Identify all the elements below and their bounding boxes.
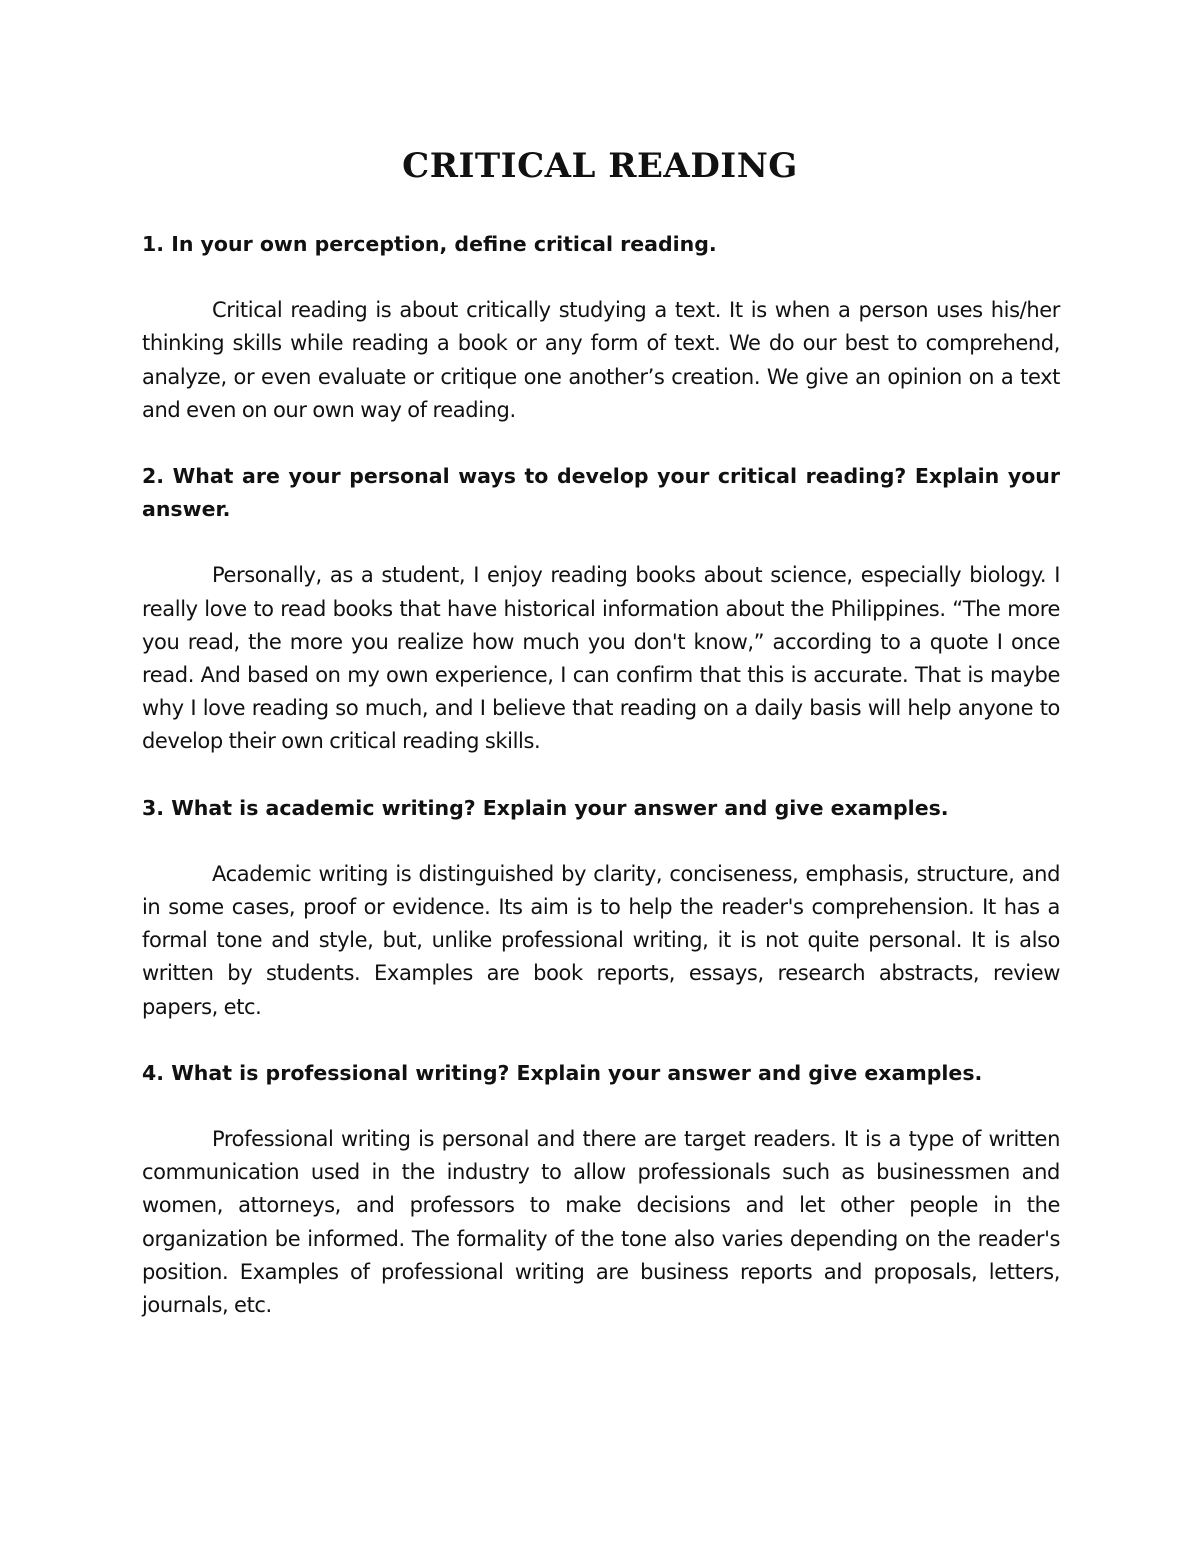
answer-1: Critical reading is about critically studying a text. It is when a person uses his/her thinking skills while reading a book or any form of text. We do our best to comprehend, analyze, or even evaluate or critique one another’s creation. We give an opinion on a text and even on our own way of reading.	[142, 298, 1060, 422]
answer-2: Personally, as a student, I enjoy reading books about science, especially biology. I really love to read books that have historical information about the Philippines. “The more you read, the more you realize how much you don't know,” according to a quote I once read. And based on my own experience, I can confirm that this is accurate. That is maybe why I love reading so much, and I believe that reading on a daily basis will help anyone to develop their own critical reading skills.	[142, 563, 1060, 754]
answer-4: Professional writing is personal and there are target readers. It is a type of written communication used in the industry to allow professionals such as businessmen and women, attorneys, and professors to make decisions and let other people in the organization be informed. The formality of the tone also varies depending on the reader's position. Examples of professional writing are business reports and proposals, letters, journals, etc.	[142, 1127, 1060, 1318]
question-2: 2. What are your personal ways to develop your critical reading? Explain your answer.	[142, 464, 1060, 522]
question-1: 1. In your own perception, define critical reading.	[142, 232, 717, 256]
document-title: CRITICAL READING	[402, 146, 798, 186]
answer-3: Academic writing is distinguished by clarity, conciseness, emphasis, structure, and in some cases, proof or evidence. Its aim is to help the reader's comprehension. It has a formal tone and style, but, unlike professional writing, it is not quite personal. It is also written by students. Examples are book reports, essays, research abstracts, review papers, etc.	[142, 861, 1060, 1019]
question-3: 3. What is academic writing? Explain your answer and give examples.	[142, 795, 949, 820]
document-body	[142, 228, 1060, 1355]
question-4: 4. What is professional writing? Explain your answer and give examples.	[142, 1060, 983, 1085]
